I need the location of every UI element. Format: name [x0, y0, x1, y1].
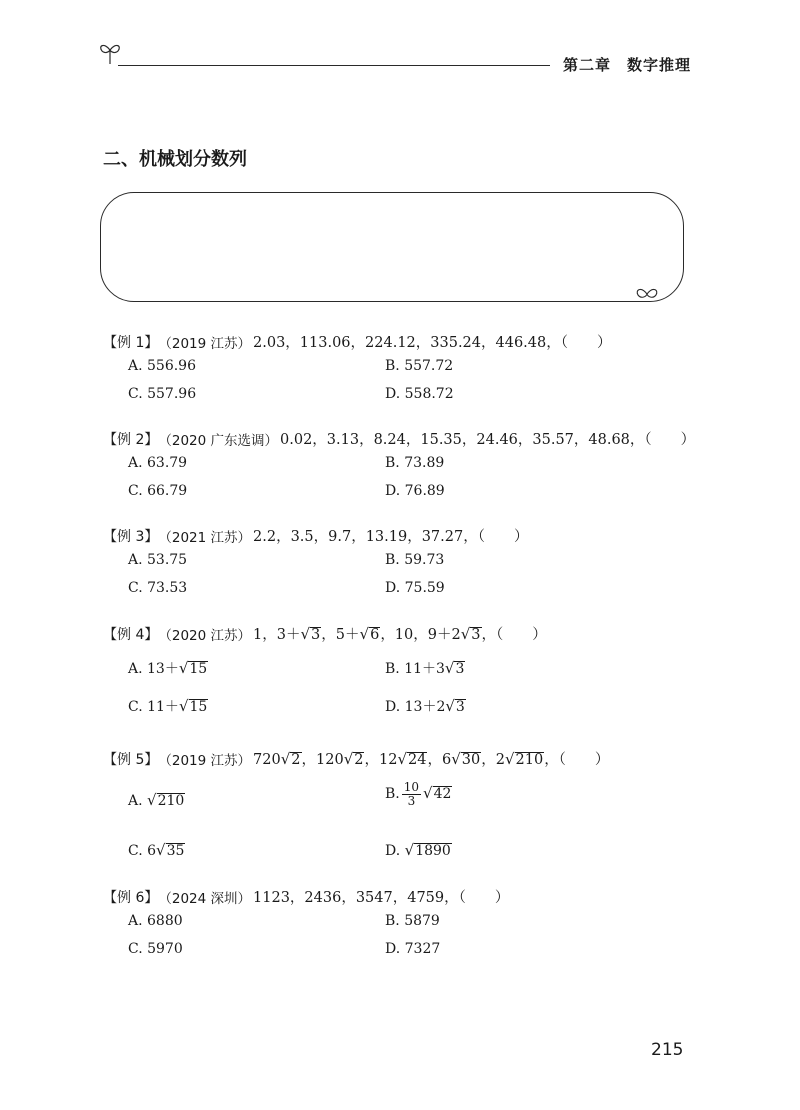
option-c: C. 5970 [128, 941, 183, 957]
question-2 [103, 428, 723, 511]
question-tag: 【例 4】 [103, 626, 159, 643]
option-d: D. √ 1890 [385, 841, 451, 859]
fraction: $\frac{10}{3}$ [403, 780, 420, 808]
question-sequence: 2.03，113.06，224.12，335.24，446.48，（ ） [253, 335, 612, 351]
question-stem [103, 886, 723, 907]
option-c: C. 73.53 [128, 580, 188, 596]
sqrt-expression: √ 24 [397, 750, 427, 768]
option-b: B. 59.73 [385, 552, 445, 568]
sqrt-expression: √ 15 [178, 659, 208, 677]
question-sequence: 720 √ 2 ，120 √ 2 ，12 √ 24 ，6 √ 30 ，2 √ 210 ，（ ） [253, 750, 610, 768]
question-sequence: 0.02，3.13，8.24，15.35，24.46，35.57，48.68，（ ） [280, 432, 696, 448]
sqrt-expression: √ 15 [178, 697, 208, 715]
question-source: （2019 江苏） [158, 335, 252, 352]
term: ，10，9＋2 [380, 627, 461, 643]
term: ，5＋ [321, 627, 360, 643]
question-sequence: 1123，2436，3547，4759，（ ） [253, 890, 510, 906]
option-c: C. 66.79 [128, 483, 188, 499]
sqrt-expression: √ 1890 [404, 841, 451, 859]
option-d: D. 13＋2 √ 3 [385, 697, 465, 715]
sqrt-expression: √ 30 [451, 750, 481, 768]
section-title: 二、机械划分数列 [103, 149, 247, 170]
question-source: （2021 江苏） [158, 529, 252, 546]
question-source: （2020 广东选调） [158, 432, 279, 449]
question-sequence [253, 623, 547, 644]
question-tag: 【例 1】 [103, 334, 159, 351]
question-5 [103, 748, 723, 871]
option-c: C. 11＋ √ 15 [128, 697, 208, 715]
question-stem [103, 525, 723, 546]
option-b: B. 73.89 [385, 455, 445, 471]
question-tag: 【例 3】 [103, 528, 159, 545]
option-d: D. 558.72 [385, 386, 454, 402]
question-source: （2024 深圳） [158, 890, 252, 907]
sqrt-expression: √ 210 [147, 791, 185, 809]
sqrt-expression: √ 6 [359, 625, 380, 643]
option-a: A. 556.96 [128, 358, 196, 374]
question-source: （2019 江苏） [158, 752, 252, 769]
header-rule [118, 65, 550, 66]
question-stem [103, 331, 723, 352]
question-sequence: 2.2，3.5，9.7，13.19，37.27，（ ） [253, 529, 529, 545]
option-b: B. $\frac{10}{3}$ √ 42 [385, 780, 452, 808]
question-tag: 【例 5】 [103, 751, 159, 768]
question-stem [103, 623, 723, 644]
radicand: 6 [370, 627, 380, 643]
question-6 [103, 886, 723, 969]
option-b: B. 5879 [385, 913, 440, 929]
option-a: A. 13＋ √ 15 [128, 659, 208, 677]
option-a: A. √ 210 [128, 791, 185, 809]
sqrt-expression: √ 2 [280, 750, 301, 768]
question-source: （2020 江苏） [158, 627, 252, 644]
question-4 [103, 623, 723, 724]
option-a: A. 63.79 [128, 455, 188, 471]
radicand: 3 [471, 627, 481, 643]
sqrt-expression: √ 2 [343, 750, 364, 768]
chapter-title: 第二章 数字推理 [563, 56, 692, 74]
sqrt-expression: √ 3 [460, 625, 481, 643]
sqrt-expression: √ 3 [445, 697, 465, 715]
sqrt-expression: √ 210 [504, 750, 544, 768]
sqrt-expression: √ 3 [300, 625, 321, 643]
term: ，（ ） [481, 627, 547, 643]
option-b: B. 557.72 [385, 358, 454, 374]
question-1 [103, 331, 723, 414]
option-d: D. 76.89 [385, 483, 445, 499]
question-3 [103, 525, 723, 608]
radicand: 3 [311, 627, 321, 643]
option-a: A. 6880 [128, 913, 183, 929]
option-d: D. 75.59 [385, 580, 445, 596]
question-tag: 【例 6】 [103, 889, 159, 906]
sprout-icon [634, 286, 660, 306]
option-c: C. 557.96 [128, 386, 197, 402]
note-box [100, 192, 684, 302]
option-a: A. 53.75 [128, 552, 188, 568]
question-stem [103, 428, 723, 449]
option-c: C. 6 √ 35 [128, 841, 185, 859]
question-stem [103, 748, 723, 769]
sqrt-expression: √ 35 [156, 841, 185, 859]
term: 3＋ [276, 627, 301, 643]
question-tag: 【例 2】 [103, 431, 159, 448]
option-d: D. 7327 [385, 941, 441, 957]
option-b: B. 11＋3 √ 3 [385, 659, 465, 677]
sqrt-expression: √ 3 [444, 659, 465, 677]
term: 1， [253, 627, 277, 643]
page-number: 215 [651, 1040, 684, 1060]
sqrt-expression: √ 42 [423, 783, 452, 802]
